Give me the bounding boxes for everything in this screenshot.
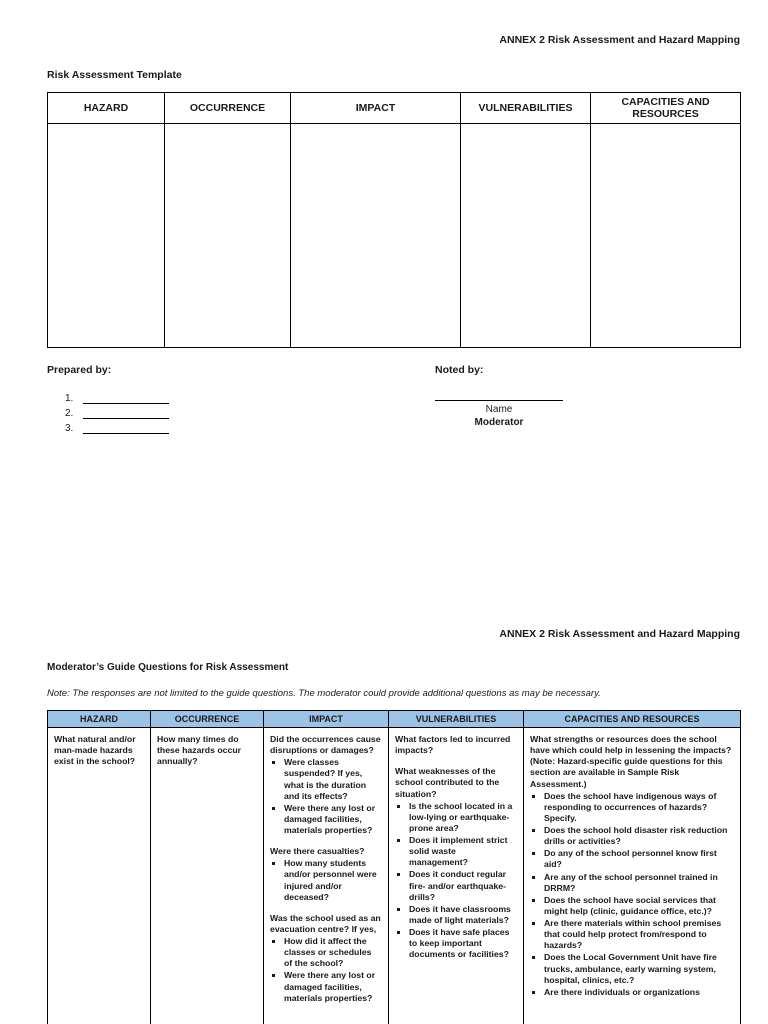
bullet-item: ▪ Were there any lost or damaged facilities, materials properties? xyxy=(284,803,382,836)
bullet-item: ▪ Do any of the school personnel know first aid? xyxy=(544,848,734,870)
guide-questions-table xyxy=(47,710,741,1024)
noted-by-signature-block xyxy=(435,389,563,428)
empty-cell-hazard xyxy=(48,124,165,348)
col-header-capacities: CAPACITIES AND RESOURCES xyxy=(524,711,741,728)
bullet-item: ▪ Does it have classrooms made of light materials? xyxy=(409,904,517,926)
col-header-impact: IMPACT xyxy=(291,93,461,124)
name-label: Name xyxy=(485,404,513,415)
empty-cell-capacities xyxy=(591,124,741,348)
col-header-impact: IMPACT xyxy=(264,711,389,728)
prepared-by-label: Prepared by: xyxy=(47,364,112,376)
cell-occurrence xyxy=(151,728,264,1024)
bullet-item: ▪ Does it implement strict solid waste management? xyxy=(409,835,517,868)
list-number: 2. xyxy=(65,408,74,419)
empty-cell-vulnerabilities xyxy=(461,124,591,348)
vulnerabilities-question-2: What weaknesses of the school contributed to the situation? xyxy=(395,766,500,799)
prepared-by-signature-list xyxy=(65,389,169,434)
capacities-note: (Note: Hazard-specific guide questions for this section are available in Sample Risk Assessment.) xyxy=(530,756,723,789)
bullet-item: ▪ Does the school have social services that might help (clinic, guidance office, etc.)? xyxy=(544,895,734,917)
impact-question-1: Did the occurrences cause disruptions or damages? xyxy=(270,734,381,756)
noted-by-label: Noted by: xyxy=(435,364,484,376)
page1-annex-header: ANNEX 2 Risk Assessment and Hazard Mapping xyxy=(499,34,740,46)
page2-annex-header: ANNEX 2 Risk Assessment and Hazard Mapping xyxy=(499,628,740,640)
signature-blank-line xyxy=(435,389,563,401)
impact-bullets-3 xyxy=(270,936,382,1004)
impact-question-2: Were there casualties? xyxy=(270,846,365,857)
bullet-item: ▪ Are any of the school personnel trained in DRRM? xyxy=(544,872,734,894)
capacities-question: What strengths or resources does the school have which could help in lessening the impacts? xyxy=(530,734,732,756)
bullet-item: ▪ Were there any lost or damaged facilities, materials properties? xyxy=(284,970,382,1003)
bullet-item: ▪ Are there individuals or organizations xyxy=(544,987,734,998)
table2-content-row xyxy=(48,728,741,1024)
list-number: 1. xyxy=(65,393,74,404)
empty-cell-impact xyxy=(291,124,461,348)
signature-line-1 xyxy=(65,389,169,404)
bullet-item: ▪ Are there materials within school premises that could help protect from/respond to hazards? xyxy=(544,918,734,951)
impact-bullets-1 xyxy=(270,757,382,836)
table1-empty-row xyxy=(48,124,741,348)
occurrence-question: How many times do these hazards occur annually? xyxy=(157,734,242,767)
cell-capacities xyxy=(524,728,741,1024)
bullet-item: ▪ Were classes suspended? If yes, what is the duration and its effects? xyxy=(284,757,382,802)
bullet-item: ▪ Is the school located in a low-lying or earthquake-prone area? xyxy=(409,801,517,834)
signature-blank-line xyxy=(83,393,169,404)
signature-blank-line xyxy=(83,408,169,419)
bullet-item: ▪ Does it conduct regular fire- and/or earthquake-drills? xyxy=(409,869,517,902)
hazard-question: What natural and/or man-made hazards exist in the school? xyxy=(54,734,136,767)
impact-question-3: Was the school used as an evacuation centre? If yes, xyxy=(270,912,381,934)
col-header-occurrence: OCCURRENCE xyxy=(151,711,264,728)
bullet-item: ▪ Does it have safe places to keep important documents or facilities? xyxy=(409,927,517,960)
col-header-occurrence: OCCURRENCE xyxy=(165,93,291,124)
bullet-item: ▪ Does the Local Government Unit have fire trucks, ambulance, early warning system, hospital, clinics, etc.? xyxy=(544,952,734,985)
col-header-vulnerabilities: VULNERABILITIES xyxy=(461,93,591,124)
capacities-bullets xyxy=(530,791,734,998)
cell-vulnerabilities xyxy=(389,728,524,1024)
moderator-label: Moderator xyxy=(474,417,524,428)
col-header-hazard: HAZARD xyxy=(48,711,151,728)
signature-line-2 xyxy=(65,404,169,419)
bullet-item: ▪ How did it affect the classes or schedules of the school? xyxy=(284,936,382,969)
bullet-item: ▪ Does the school have indigenous ways of responding to occurrences of hazards? Specify. xyxy=(544,791,734,824)
col-header-vulnerabilities: VULNERABILITIES xyxy=(389,711,524,728)
vulnerabilities-question-1: What factors led to incurred impacts? xyxy=(395,734,511,756)
col-header-hazard: HAZARD xyxy=(48,93,165,124)
col-header-capacities: CAPACITIES AND RESOURCES xyxy=(591,93,741,124)
vulnerabilities-bullets xyxy=(395,801,517,961)
cell-impact xyxy=(264,728,389,1024)
page1-section-title: Risk Assessment Template xyxy=(47,69,182,81)
moderator-note: Note: The responses are not limited to the guide questions. The moderator could provide additional questions as may be necessary. xyxy=(47,688,601,699)
bullet-item: ▪ Does the school hold disaster risk reduction drills or activities? xyxy=(544,825,734,847)
table2-header-row xyxy=(48,711,741,728)
list-number: 3. xyxy=(65,423,74,434)
empty-cell-occurrence xyxy=(165,124,291,348)
page2-section-title: Moderator’s Guide Questions for Risk Assessment xyxy=(47,662,289,673)
impact-bullets-2 xyxy=(270,858,382,903)
signature-blank-line xyxy=(83,423,169,434)
cell-hazard xyxy=(48,728,151,1024)
table1-header-row xyxy=(48,93,741,124)
risk-assessment-template-table xyxy=(47,92,741,348)
signature-line-3 xyxy=(65,419,169,434)
bullet-item: ▪ How many students and/or personnel were injured and/or deceased? xyxy=(284,858,382,903)
